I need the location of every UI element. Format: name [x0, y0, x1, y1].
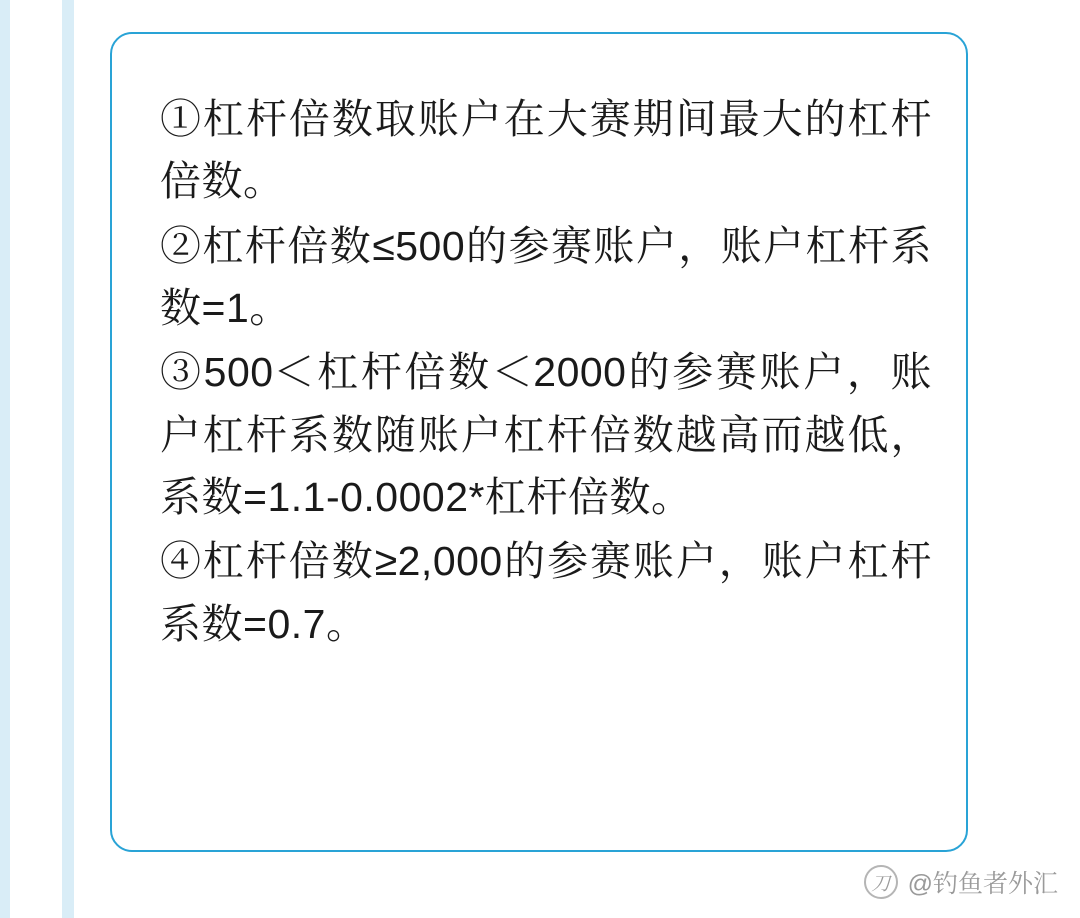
- rule-item-4: ④杠杆倍数≥2,000的参赛账户，账户杠杆系数=0.7。: [160, 538, 932, 647]
- left-accent-bar-inner: [62, 0, 74, 918]
- left-accent-bar-outer: [0, 0, 10, 918]
- watermark-logo-icon: 刀: [864, 865, 898, 899]
- rule-item-2: ②杠杆倍数≤500的参赛账户，账户杠杆系数=1。: [160, 222, 932, 331]
- rule-item-1: ①杠杆倍数取账户在大赛期间最大的杠杆倍数。: [160, 96, 932, 205]
- rules-card: [110, 32, 968, 852]
- rules-card-body: [160, 88, 932, 657]
- watermark-text: @钓鱼者外汇: [907, 870, 1058, 898]
- rule-item-3: ③500＜杠杆倍数＜2000的参赛账户，账户杠杆系数随账户杠杆倍数越高而越低，系数=1.1-0.0002*杠杆倍数。: [160, 349, 932, 520]
- watermark: [864, 864, 1058, 900]
